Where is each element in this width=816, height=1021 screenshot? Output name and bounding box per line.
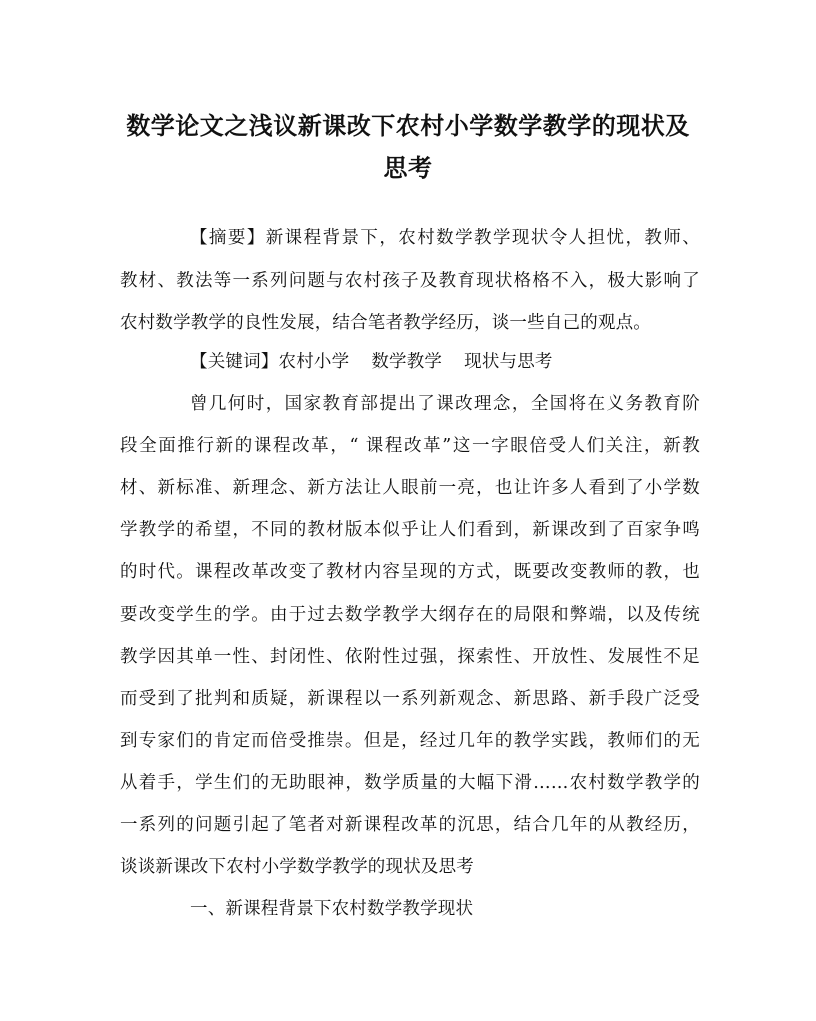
section-heading: 一、新课程背景下农村数学教学现状: [190, 899, 474, 919]
abstract-line-3: 农村数学教学的良性发展，结合笔者教学经历，谈一些自己的观点。: [120, 313, 651, 333]
body-line: 材、新标准、新理念、新方法让人眼前一亮，也让许多人看到了小学数: [120, 478, 700, 498]
keywords-label: 【关键词】: [190, 352, 279, 372]
document-title-line-2: 思考: [383, 153, 433, 182]
body-line: 学教学的希望，不同的教材版本似乎让人们看到，新课改到了百家争鸣: [120, 520, 700, 540]
body-line: 要改变学生的学。由于过去数学教学大纲存在的局限和弊端，以及传统: [120, 605, 700, 625]
body-line: 教学因其单一性、封闭性、依附性过强，探索性、开放性、发展性不足: [120, 647, 700, 667]
keyword-item: 数学教学: [371, 352, 443, 372]
body-line: 谈谈新课改下农村小学数学教学的现状及思考: [120, 857, 474, 877]
body-line: 从着手，学生们的无助眼神，数学质量的大幅下滑……农村数学教学的: [120, 773, 700, 793]
body-line: 一系列的问题引起了笔者对新课程改革的沉思，结合几年的从教经历，: [120, 815, 700, 835]
body-line: 而受到了批判和质疑，新课程以一系列新观念、新思路、新手段广泛受: [120, 689, 700, 709]
keywords-line: [190, 350, 700, 374]
document-title-line-1: 数学论文之浅议新课改下农村小学数学教学的现状及: [126, 111, 690, 140]
body-line: 曾几何时，国家教育部提出了课改理念，全国将在义务教育阶: [190, 394, 700, 414]
abstract-line-2: 教材、教法等一系列问题与农村孩子及教育现状格格不入，极大影响了: [120, 271, 700, 291]
abstract-line-1: 【摘要】新课程背景下，农村数学教学现状令人担忧，教师、: [190, 228, 700, 248]
keyword-item: 现状与思考: [464, 352, 553, 372]
body-line: 的时代。课程改革改变了教材内容呈现的方式，既要改变教师的教，也: [120, 562, 700, 582]
body-line: 到专家们的肯定而倍受推崇。但是，经过几年的教学实践，教师们的无: [120, 731, 700, 751]
keyword-item: 农村小学: [278, 352, 350, 372]
body-line: 段全面推行新的课程改革，“ 课程改革”这一字眼倍受人们关注，新教: [120, 436, 700, 456]
